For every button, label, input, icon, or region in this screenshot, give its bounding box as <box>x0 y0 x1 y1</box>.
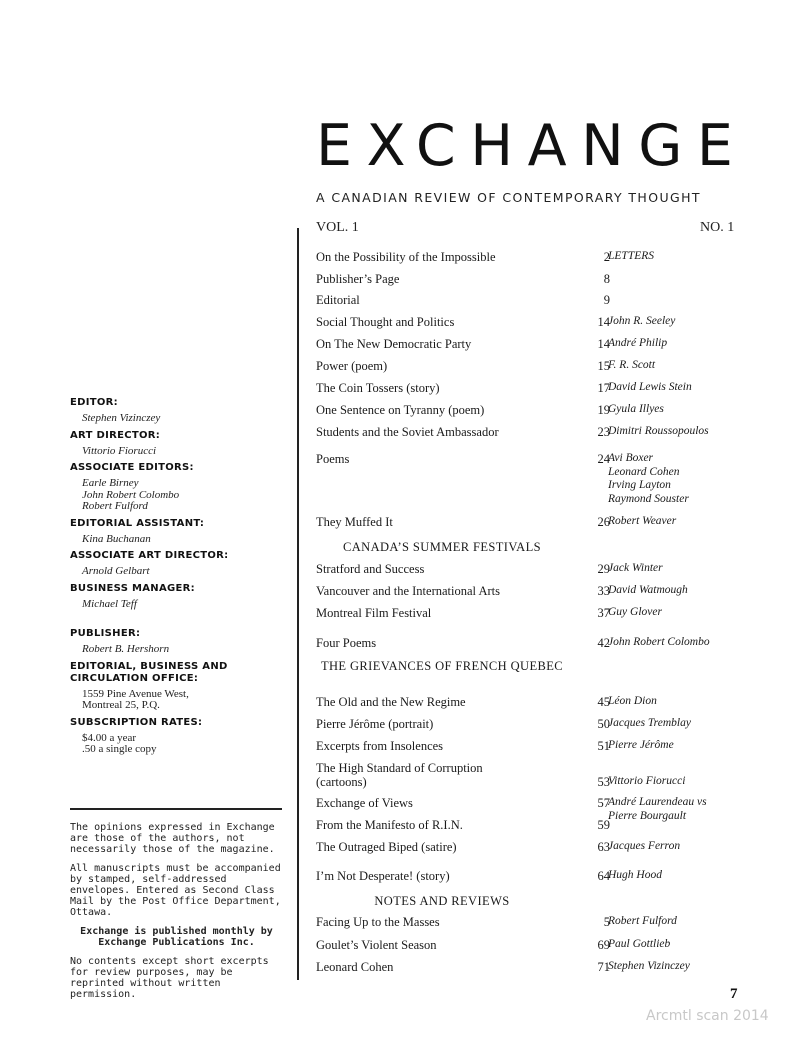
toc-entry-page: 53 <box>597 775 610 789</box>
toc-entry-title: Facing Up to the Masses <box>316 915 440 929</box>
toc-entry-page: 59 <box>597 818 610 832</box>
toc-entry-page: 63 <box>597 840 610 854</box>
toc-entry-author <box>608 960 748 974</box>
author-name: Gyula Illyes <box>608 403 664 415</box>
toc-entry-page: 33 <box>597 584 610 598</box>
credit-heading: PUBLISHER: <box>70 628 141 639</box>
opinions-note: The opinions expressed in Exchange are those of the authors, not necessarily those of the magazine. <box>70 822 275 855</box>
toc-entry-title: Students and the Soviet Ambassador <box>316 425 499 439</box>
toc-entry-author <box>608 425 748 439</box>
author-name: John Robert Colombo <box>608 636 710 648</box>
author-name: Hugh Hood <box>608 869 662 881</box>
credit-block <box>70 518 285 546</box>
credit-block <box>70 397 285 425</box>
author-name: Jacques Ferron <box>608 840 681 852</box>
toc-entry-author <box>608 562 748 576</box>
toc-entry-page: 17 <box>597 381 610 395</box>
toc-entry-title: Stratford and Success <box>316 562 425 576</box>
toc-entry-author <box>608 452 748 506</box>
toc-entry-page: 8 <box>603 272 610 286</box>
credit-line: Kina Buchanan <box>82 532 151 545</box>
toc-entry-title: On The New Democratic Party <box>316 337 472 351</box>
toc-entry-title: Poems <box>316 452 350 466</box>
publication-notes <box>70 822 283 1008</box>
credit-block <box>70 628 285 656</box>
toc-entry-author <box>608 695 748 709</box>
toc-entry-page: 42 <box>597 636 610 650</box>
toc-entry-title: Pierre Jérôme (portrait) <box>316 717 434 731</box>
credit-line: Montreal 25, P.Q. <box>82 699 160 711</box>
credit-heading: EDITOR: <box>70 397 118 408</box>
volume-label: VOL. 1 <box>316 220 359 235</box>
credit-line: Michael Teff <box>82 597 137 610</box>
toc-entry-author <box>608 515 748 529</box>
credit-block <box>70 583 285 611</box>
credit-heading: ASSOCIATE ART DIRECTOR: <box>70 550 229 561</box>
toc-entry-title: Leonard Cohen <box>316 960 394 974</box>
toc-entry-page: 14 <box>597 337 610 351</box>
toc-entry-page: 57 <box>597 796 610 810</box>
toc-entry-page: 24 <box>597 452 610 466</box>
toc-entry-page: 26 <box>597 515 610 529</box>
credit-heading: ASSOCIATE EDITORS: <box>70 462 194 473</box>
author-name: Irving Layton <box>608 479 671 491</box>
toc-entry-page: 9 <box>603 293 610 307</box>
toc-entry-page: 37 <box>597 606 610 620</box>
column-divider <box>297 228 299 980</box>
toc-entry-title: The Outraged Biped (satire) <box>316 840 457 854</box>
toc-section-heading: THE GRIEVANCES OF FRENCH QUEBEC <box>320 659 564 673</box>
author-name: Stephen Vizinczey <box>608 960 690 972</box>
toc-entry-author <box>608 840 748 854</box>
toc-section-heading: NOTES AND REVIEWS <box>374 894 510 908</box>
toc-entry-title: From the Manifesto of R.I.N. <box>316 818 463 832</box>
credit-block <box>70 462 285 513</box>
toc-entry-title: They Muffed It <box>316 515 393 529</box>
toc-entry-author <box>608 717 748 731</box>
toc-entry-author <box>608 775 748 789</box>
toc-entry-page: 29 <box>597 562 610 576</box>
toc-entry-author <box>608 636 748 650</box>
credit-names <box>82 566 285 578</box>
toc-entry-author <box>608 915 748 929</box>
toc-entry-title: Publisher’s Page <box>316 272 400 286</box>
toc-entry-page: 2 <box>603 250 610 264</box>
credit-names <box>82 733 285 756</box>
credit-names <box>82 413 285 425</box>
publisher-note: Exchange is published monthly by Exchange Publications Inc. <box>80 926 273 948</box>
credit-names <box>82 644 285 656</box>
toc-entry-page: 69 <box>597 938 610 952</box>
toc-entry-author <box>608 869 748 883</box>
toc-entry-title: Goulet’s Violent Season <box>316 938 437 952</box>
toc-entry-title: One Sentence on Tyranny (poem) <box>316 403 485 417</box>
toc-entry-title: Vancouver and the International Arts <box>316 584 500 598</box>
page-number: 7 <box>730 986 738 1002</box>
staff-credits <box>70 397 285 761</box>
toc-entry-author <box>608 381 748 395</box>
toc-entry-title: Four Poems <box>316 636 377 650</box>
credit-block <box>70 430 285 458</box>
toc-entry-author <box>608 739 748 753</box>
toc-entry-page: 51 <box>597 739 610 753</box>
credit-block <box>70 550 285 578</box>
author-name: Jack Winter <box>608 562 663 574</box>
author-name: Guy Glover <box>608 606 662 618</box>
credit-names <box>82 599 285 611</box>
credit-line: $4.00 a year <box>82 731 137 744</box>
toc-section-heading: CANADA’S SUMMER FESTIVALS <box>342 540 541 554</box>
toc-entry-author <box>608 250 748 264</box>
toc-entry-page: 5 <box>603 915 610 929</box>
toc-entry-author <box>608 337 748 351</box>
toc-entry-author <box>608 796 748 823</box>
issue-number: NO. 1 <box>700 220 735 235</box>
toc-entry-page: 50 <box>597 717 610 731</box>
credit-heading: EDITORIAL ASSISTANT: <box>70 517 205 529</box>
toc-entry-page: 14 <box>597 315 610 329</box>
author-name: LETTERS <box>608 250 655 262</box>
toc-entry-title: The High Standard of Corruption (cartoons) <box>316 761 483 789</box>
author-name: Vittorio Fiorucci <box>608 775 686 787</box>
credit-line: 1559 Pine Avenue West, <box>82 687 189 700</box>
toc-entry-author <box>608 606 748 620</box>
credit-line: John Robert Colombo <box>82 488 180 501</box>
toc-entry-page: 45 <box>597 695 610 709</box>
credit-block <box>70 661 285 712</box>
toc-entry-title: Excerpts from Insolences <box>316 739 444 753</box>
credit-block <box>70 717 285 756</box>
credit-line: Earle Birney <box>82 477 139 489</box>
author-name: David Lewis Stein <box>608 381 692 393</box>
credit-names <box>82 534 285 546</box>
toc-entry-title: Exchange of Views <box>316 796 413 810</box>
author-name: David Watmough <box>608 584 688 596</box>
toc-entry-author <box>608 359 748 373</box>
credit-heading: SUBSCRIPTION RATES: <box>70 716 203 728</box>
author-name: Robert Weaver <box>608 515 677 527</box>
reprint-note: No contents except short excerpts for review purposes, may be reprinted without written permission. <box>70 956 269 1000</box>
toc-entry-title: On the Possibility of the Impossible <box>316 250 496 264</box>
credit-line: Robert B. Hershorn <box>82 643 170 655</box>
toc-entry-author <box>608 403 748 417</box>
credit-heading: BUSINESS MANAGER: <box>70 582 195 594</box>
credit-names <box>82 478 285 513</box>
toc-entry-page: 71 <box>597 960 610 974</box>
author-name: André Philip <box>608 337 668 349</box>
credit-names <box>82 446 285 458</box>
manuscripts-note: All manuscripts must be accompanied by stamped, self-addressed envelopes. Entered as Second Class Mail by the Post Office Department, Ottawa. <box>70 863 281 918</box>
author-name: Jacques Tremblay <box>608 717 691 729</box>
author-name: John R. Seeley <box>608 315 676 327</box>
credit-line: .50 a single copy <box>82 743 157 755</box>
toc-entry-title: The Coin Tossers (story) <box>316 381 440 395</box>
toc-entry-page: 15 <box>597 359 610 373</box>
toc-entry-title: Power (poem) <box>316 359 388 373</box>
toc-entry-author <box>608 938 748 952</box>
magazine-title: EXCHANGE <box>316 113 748 179</box>
credit-line: Robert Fulford <box>82 500 148 512</box>
toc-entry-title: Social Thought and Politics <box>316 315 455 329</box>
toc-entry-page: 19 <box>597 403 610 417</box>
credit-heading: ART DIRECTOR: <box>70 429 161 441</box>
credit-line: Vittorio Fiorucci <box>82 444 157 457</box>
toc-entry-author <box>608 584 748 598</box>
toc-entry-title: The Old and the New Regime <box>316 695 466 709</box>
author-name: F. R. Scott <box>608 359 656 371</box>
author-name: André Laurendeau vs <box>608 796 707 808</box>
author-name: Raymond Souster <box>608 492 689 505</box>
magazine-subtitle: A CANADIAN REVIEW OF CONTEMPORARY THOUGHT <box>316 190 701 205</box>
notes-divider <box>70 808 282 810</box>
scan-watermark: Arcmtl scan 2014 <box>646 1008 769 1024</box>
credit-names <box>82 689 285 712</box>
credit-line: Stephen Vizinczey <box>82 412 161 424</box>
author-name: Pierre Bourgault <box>608 809 687 822</box>
author-name: Pierre Jérôme <box>608 739 674 751</box>
author-name: Robert Fulford <box>608 915 677 927</box>
toc-entry-title: Montreal Film Festival <box>316 606 432 620</box>
toc-entry-page: 23 <box>597 425 610 439</box>
author-name: Leonard Cohen <box>608 465 680 478</box>
author-name: Dimitri Roussopoulos <box>608 425 709 437</box>
credit-heading: EDITORIAL, BUSINESS AND CIRCULATION OFFICE: <box>70 660 228 684</box>
author-name: Léon Dion <box>608 695 657 707</box>
toc-entry-title: I’m Not Desperate! (story) <box>316 869 450 883</box>
toc-entry-title: Editorial <box>316 293 360 307</box>
toc-entry-page: 64 <box>597 869 610 883</box>
toc-entry-author <box>608 315 748 329</box>
credit-line: Arnold Gelbart <box>82 565 150 577</box>
author-name: Avi Boxer <box>608 452 654 464</box>
author-name: Paul Gottlieb <box>608 938 671 950</box>
